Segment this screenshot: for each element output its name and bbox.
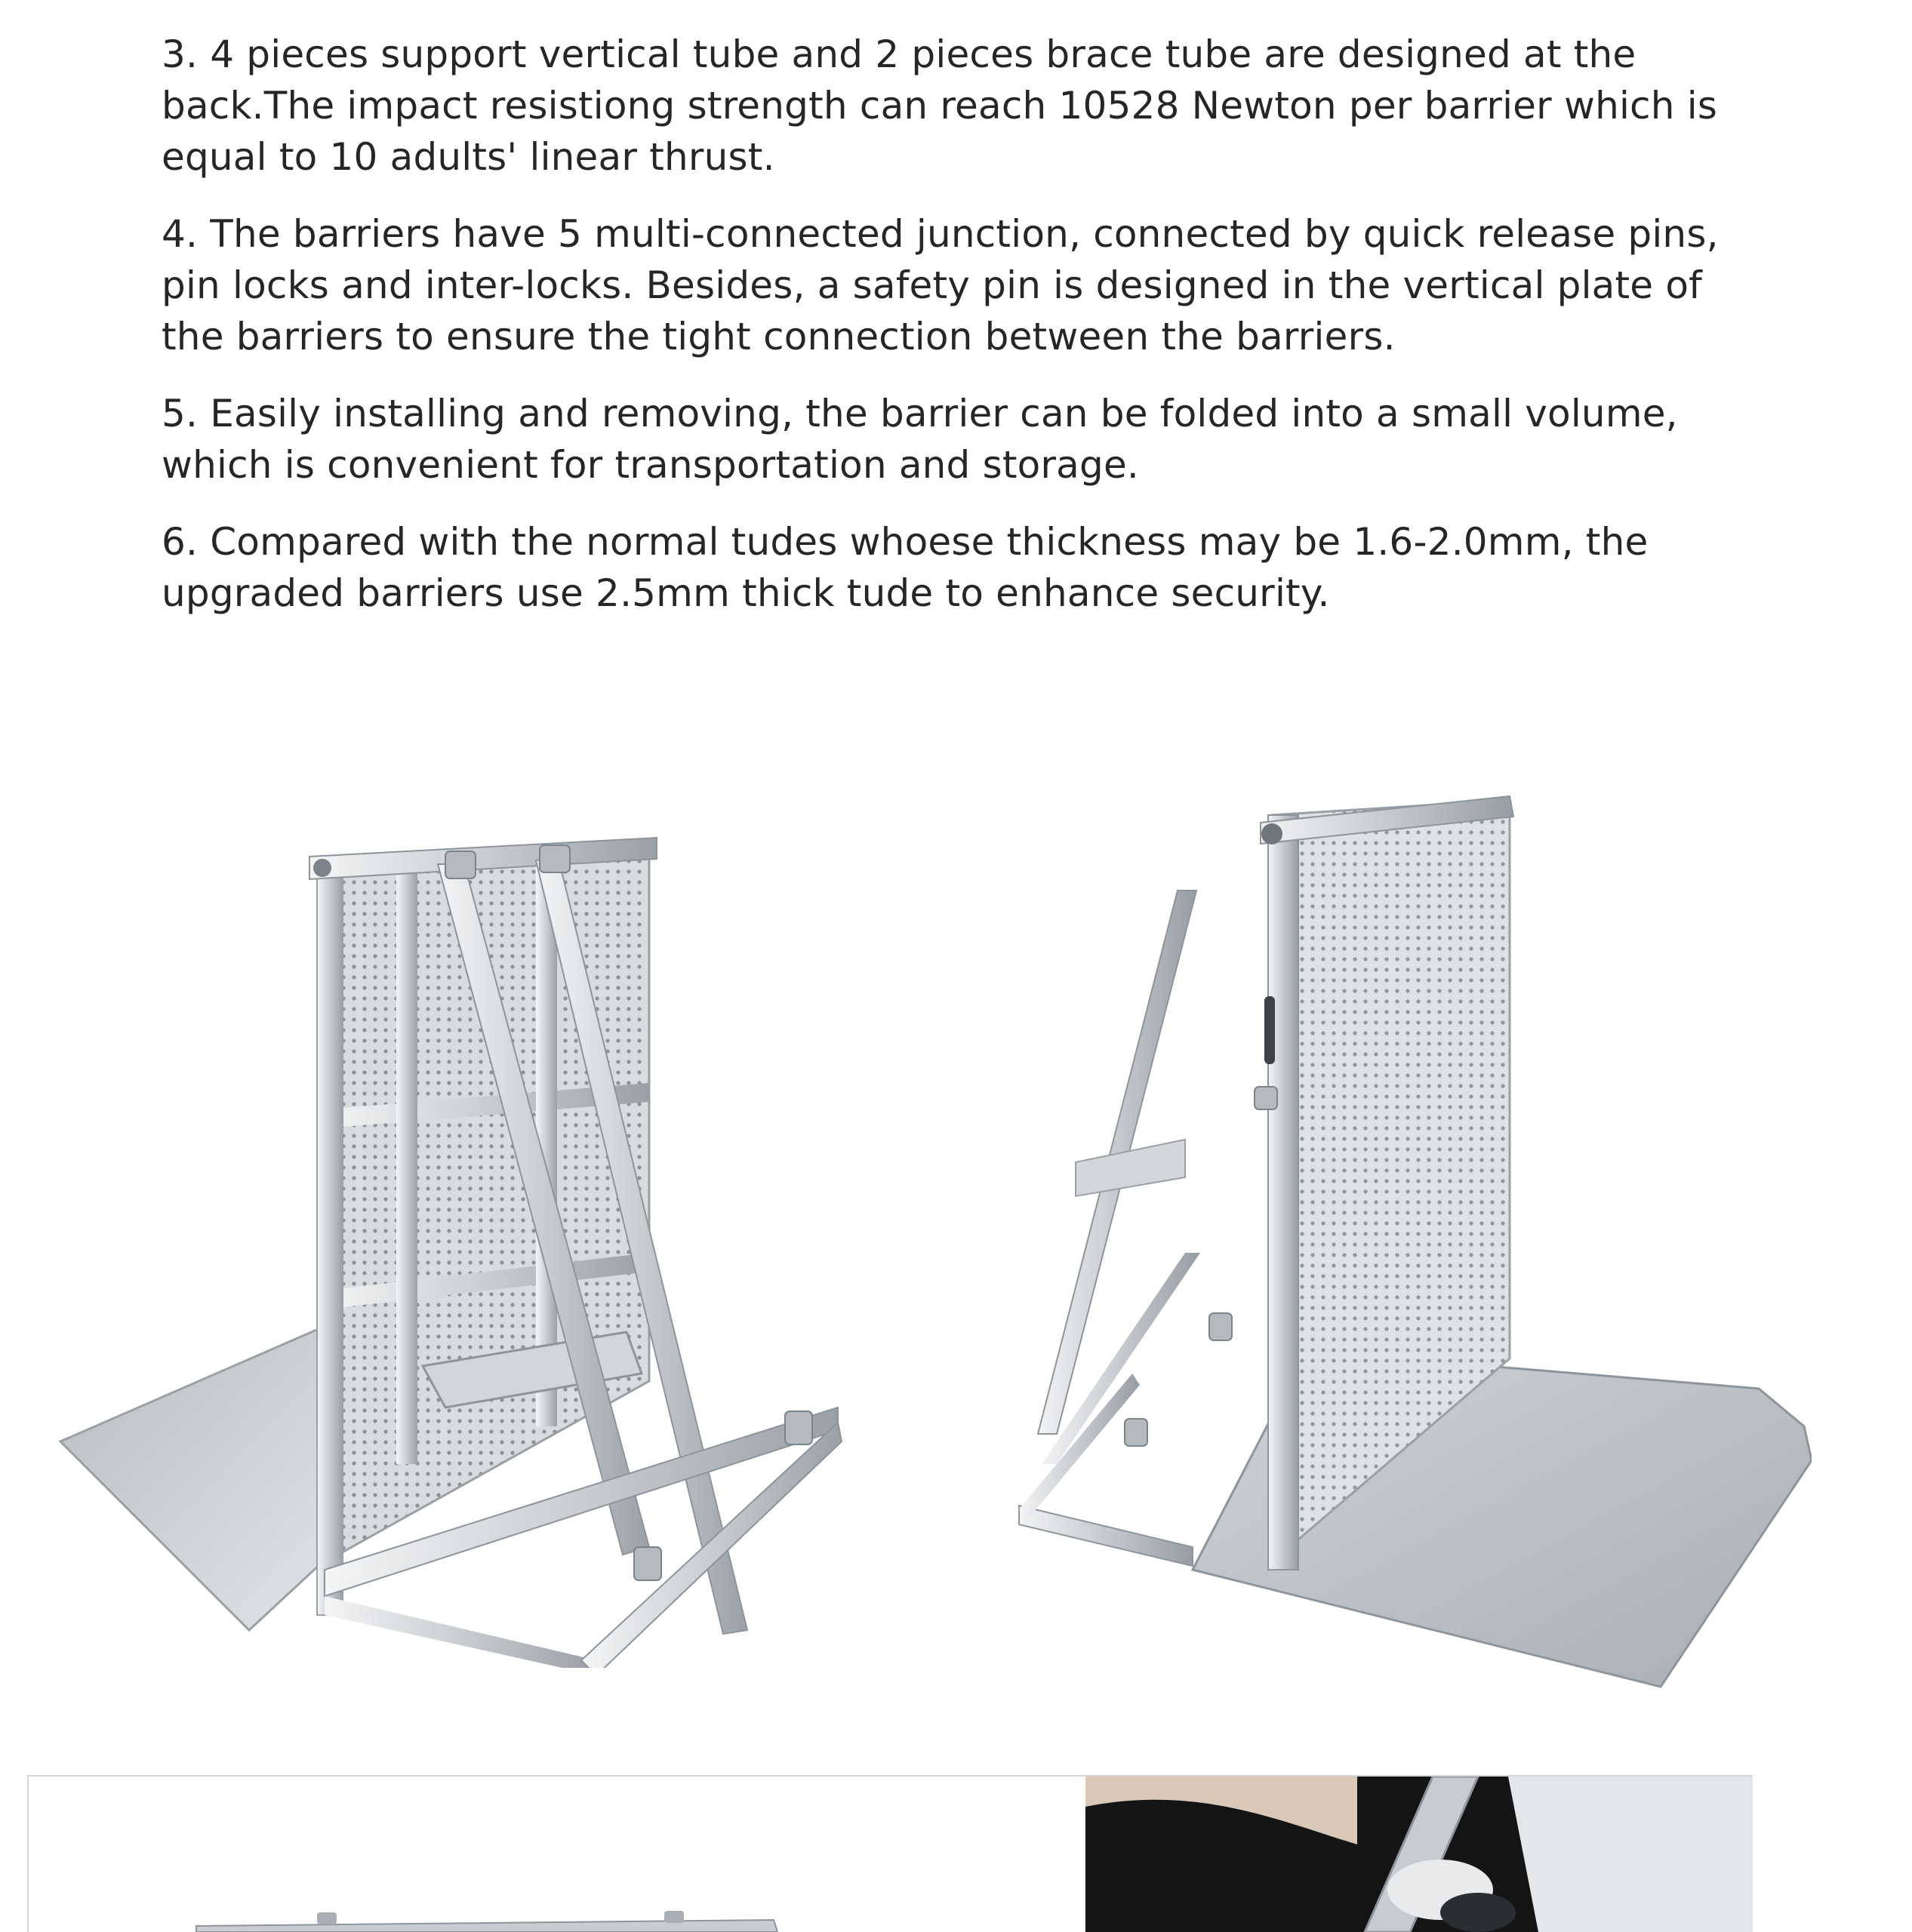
wrench-closeup-photo <box>1085 1777 1753 1932</box>
wrench-closeup-illustration <box>1085 1777 1753 1932</box>
feature-item-5: 5. Easily installing and removing, the barrier can be folded into a small volume, which is convenient for transportation and storage. <box>162 392 1678 487</box>
barrier-folded-photo <box>30 1778 1084 1932</box>
barrier-front-view-illustration <box>1011 785 1812 1690</box>
feature-item-4: 4. The barriers have 5 multi-connected junction, connected by quick release pins, pin locks and inter-locks. Besides, a safety pin is designed in the vertical plate of the barriers to ensure the tight connection between the barriers. <box>162 212 1719 358</box>
barrier-folded-illustration <box>30 1778 1084 1932</box>
feature-list <box>162 29 1754 645</box>
barrier-rear-view-illustration <box>53 792 853 1668</box>
barrier-rear-view-photo <box>53 792 853 1668</box>
barrier-front-view-photo <box>1011 785 1812 1690</box>
feature-item-6: 6. Compared with the normal tudes whoese thickness may be 1.6-2.0mm, the upgraded barriers use 2.5mm thick tude to enhance security. <box>162 520 1649 615</box>
feature-item-3: 3. 4 pieces support vertical tube and 2 pieces brace tube are designed at the back.The impact resistiong strength can reach 10528 Newton per barrier which is equal to 10 adults' linear thrust. <box>162 32 1718 179</box>
